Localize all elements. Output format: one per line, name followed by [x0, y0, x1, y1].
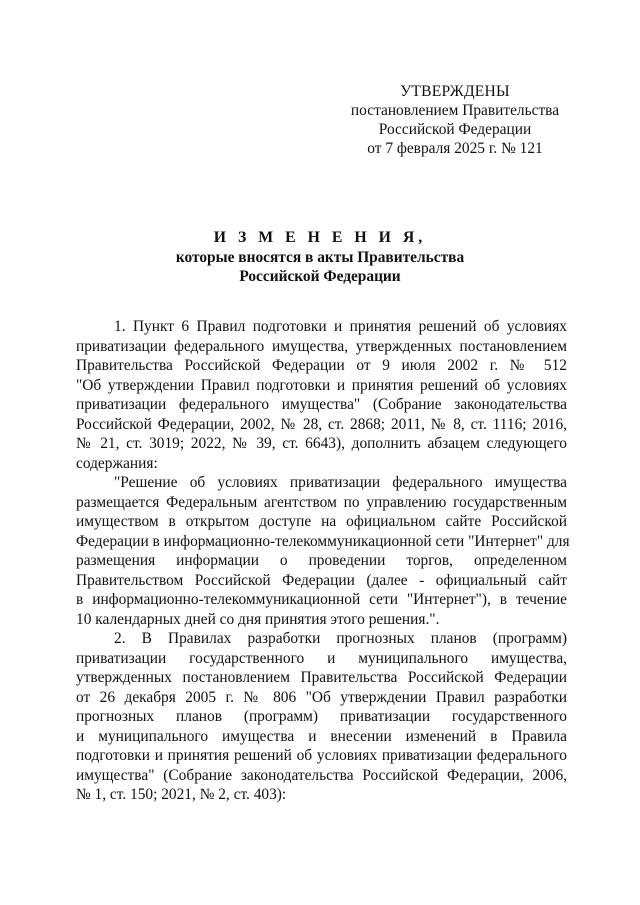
text-line: подготовки и принятия решений об условиях приватизации федерального [76, 747, 567, 764]
text-line: № 21, ст. 3019; 2022, № 39, ст. 6643), дополнить абзацем следующего [76, 435, 567, 452]
text-line: № 1, ст. 150; 2021, № 2, ст. 403): [76, 786, 287, 803]
text-line: утвержденных постановлением Правительства Российской Федерации [76, 669, 567, 686]
text-line: "Решение об условиях приватизации федерального имущества [114, 474, 567, 491]
paragraph-1 [76, 317, 567, 473]
text-line: Правительством Российской Федерации (далее - официальный сайт [76, 571, 567, 589]
title-line-3: Российской Федерации [239, 268, 401, 285]
text-line: имущества" (Собрание законодательства Российской Федерации, 2006, [76, 766, 567, 784]
text-line: приватизации федерального имущества, утвержденных постановлением [76, 337, 567, 355]
text-line: 10 календарных дней со дня принятия этого решения.". [76, 610, 440, 628]
document-body [76, 317, 570, 805]
text-line: размещается Федеральным агентством по управлению государственным [76, 493, 567, 511]
approval-line-3: от 7 февраля 2025 г. № 121 [367, 140, 543, 157]
text-line: "Об утверждении Правил подготовки и принятия решений об условиях [76, 376, 567, 394]
text-line: содержания: [76, 454, 158, 472]
document-title [80, 228, 560, 287]
approval-heading: УТВЕРЖДЕНЫ [400, 83, 510, 100]
text-line: Федерации в информационно-телекоммуникационной сети "Интернет" для [76, 532, 570, 550]
text-line: приватизации государственного и муниципального имущества, [76, 649, 567, 667]
text-line: Правительства Российской Федерации от 9 июля 2002 г. № 512 [76, 357, 567, 374]
text-line: прогнозных планов (программ) приватизации государственного [76, 708, 567, 725]
approval-line-2: Российской Федерации [378, 121, 532, 138]
text-line: 2. В Правилах разработки прогнозных планов (программ) [114, 630, 567, 647]
text-line: Российской Федерации, 2002, № 28, ст. 2868; 2011, № 8, ст. 1116; 2016, [76, 415, 567, 433]
title-line-1: И З М Е Н Е Н И Я, [213, 229, 427, 246]
paragraph-2 [76, 473, 570, 629]
paragraph-3 [76, 629, 567, 805]
text-line: от 26 декабря 2005 г. № 806 "Об утверждении Правил разработки [76, 688, 567, 706]
text-line: и муниципального имущества и внесении изменений в Правила [76, 727, 567, 745]
text-line: имуществом в открытом доступе на официальном сайте Российской [76, 513, 567, 530]
text-line: размещения информации о проведении торгов, определенном [76, 552, 567, 569]
approval-line-1: постановлением Правительства [350, 102, 560, 119]
text-line: 1. Пункт 6 Правил подготовки и принятия решений об условиях [114, 318, 567, 335]
title-line-2: которые вносятся в акты Правительства [175, 248, 465, 266]
text-line: приватизации федерального имущества" (Собрание законодательства [76, 396, 567, 413]
text-line: в информационно-телекоммуникационной сети "Интернет"), в течение [76, 591, 567, 608]
approval-block [330, 82, 580, 158]
